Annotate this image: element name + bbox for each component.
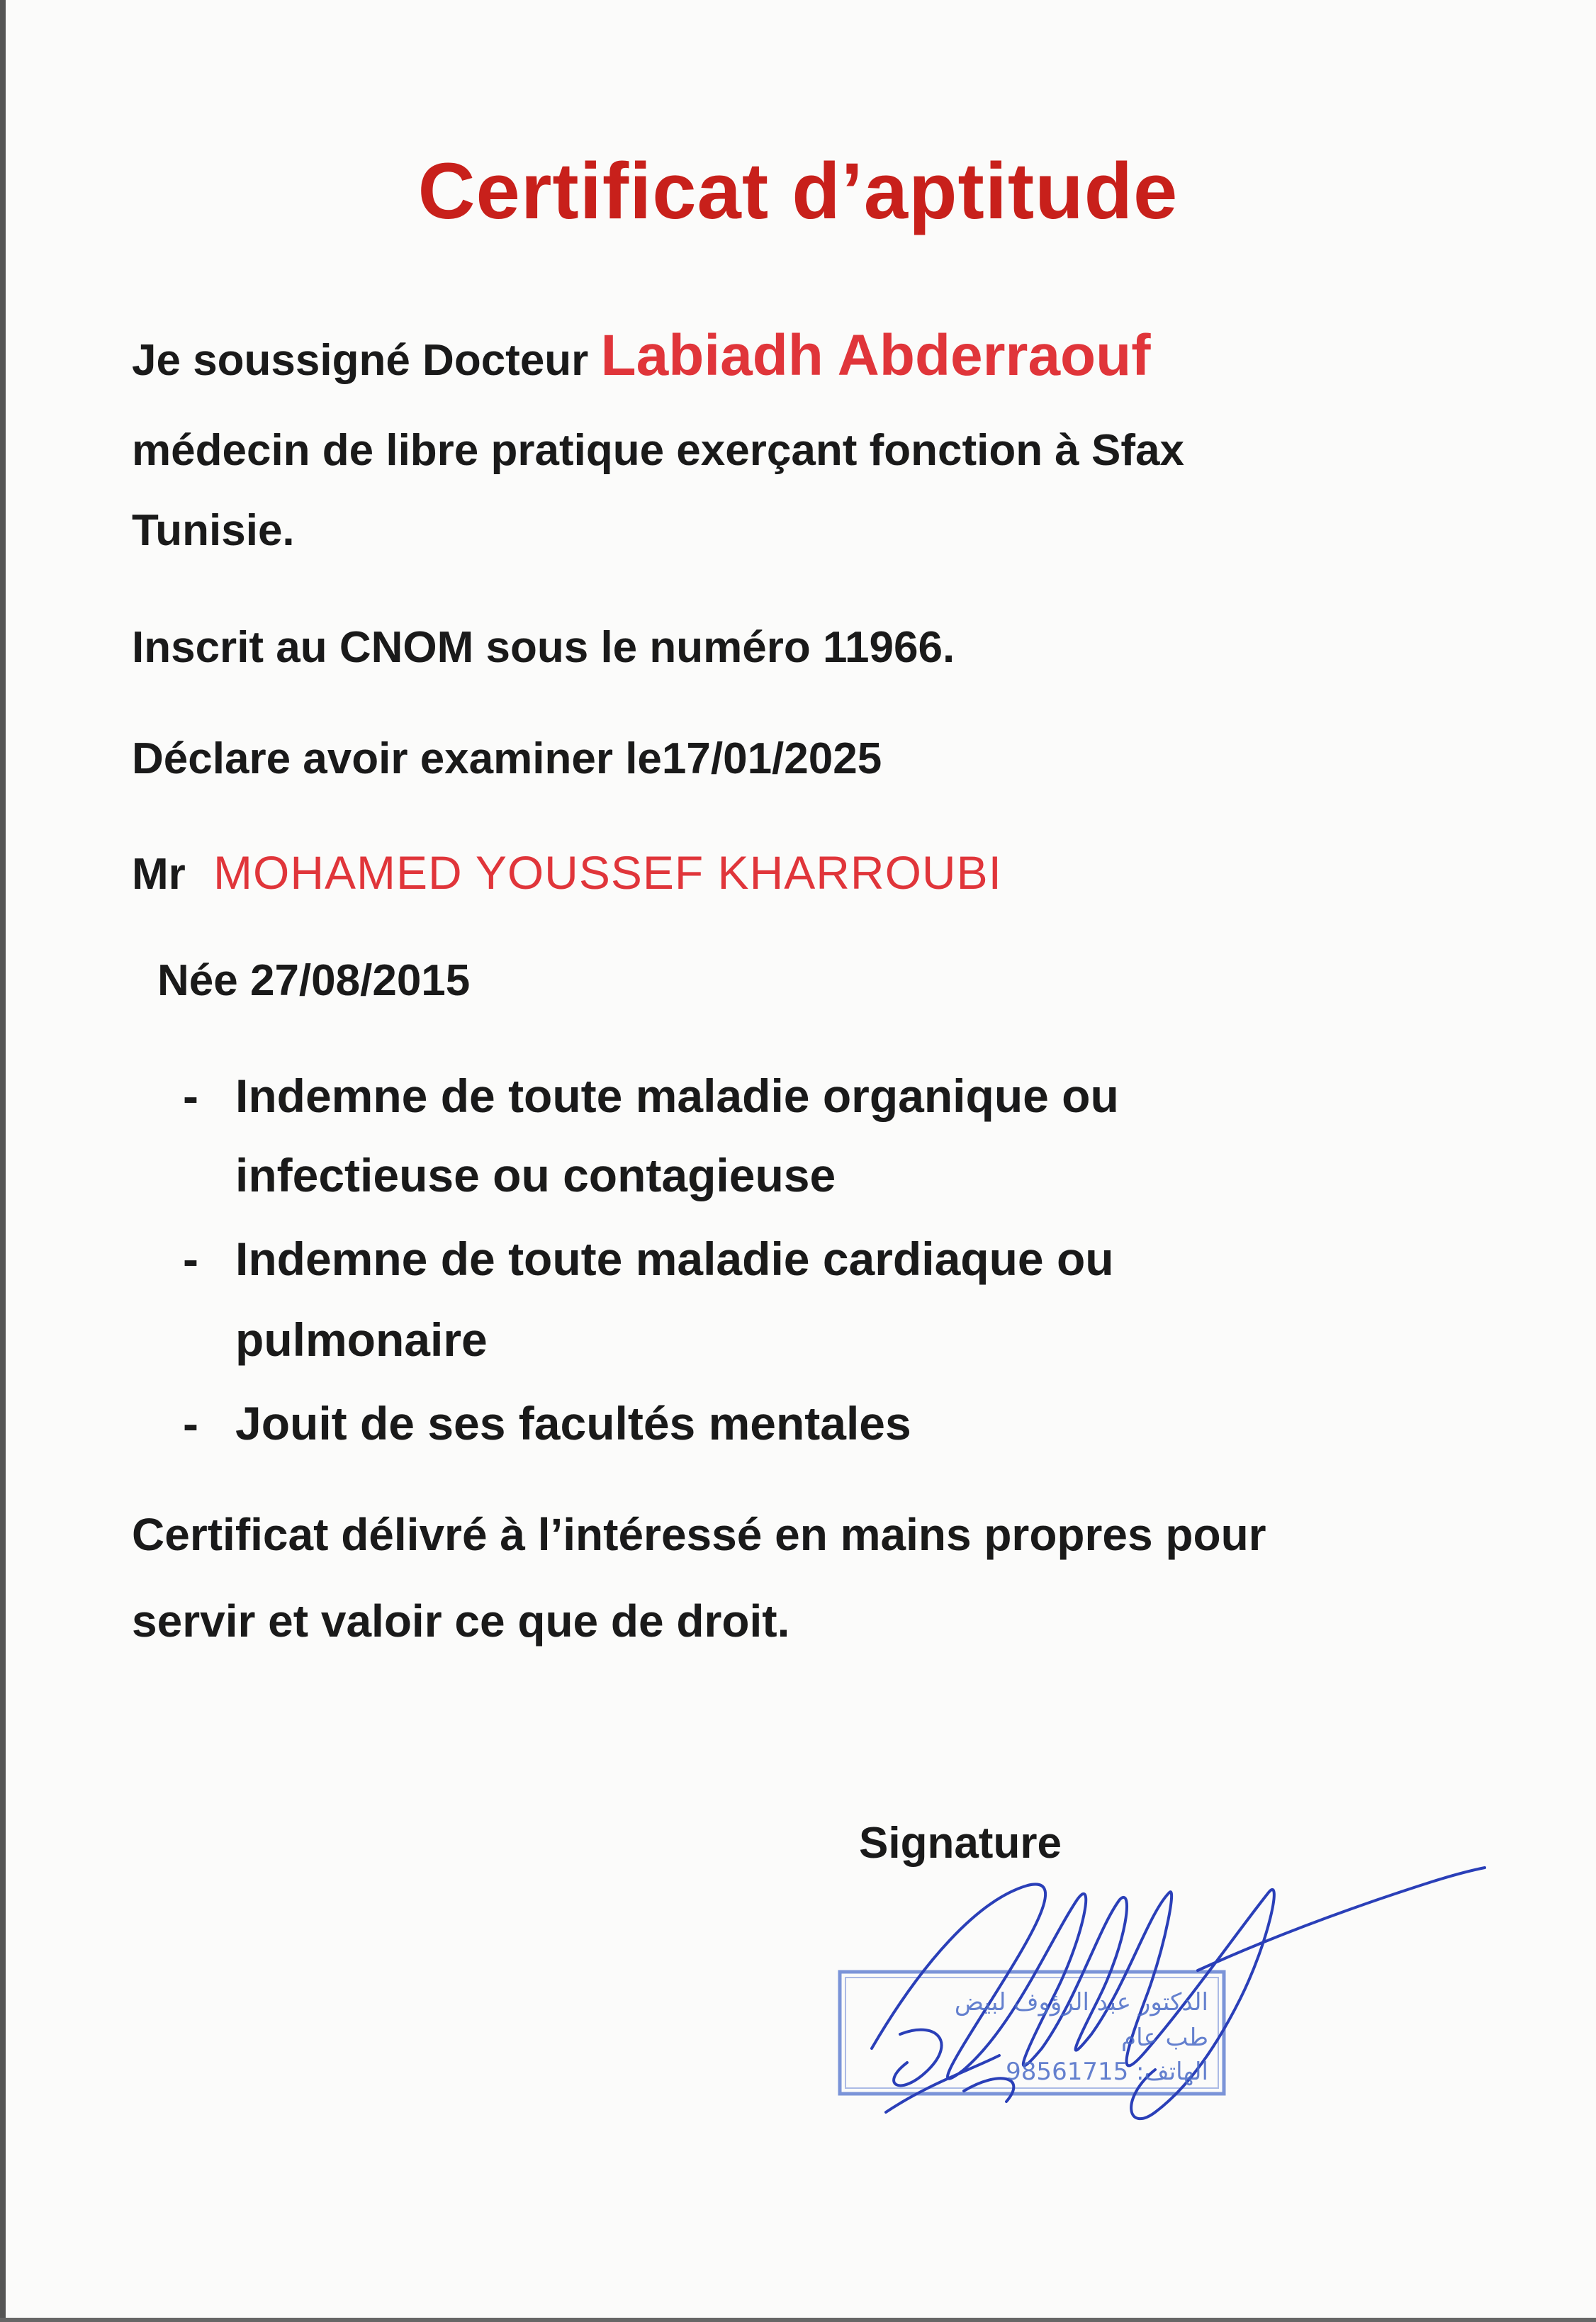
practice-line-1: médecin de libre pratique exerçant fonction à Sfax	[132, 426, 1184, 475]
scan-border-bottom	[0, 2318, 1596, 2322]
finding-1-line-1: Indemne de toute maladie organique ou	[235, 1070, 1119, 1122]
patient-name: MOHAMED YOUSSEF KHARROUBI	[213, 846, 1002, 899]
patient-prefix: Mr	[132, 850, 186, 899]
patient-line	[132, 846, 1002, 899]
birth-line: Née 27/08/2015	[157, 956, 471, 1005]
stamp-line-2: طب عام	[1121, 2024, 1208, 2052]
finding-2-line-2: pulmonaire	[235, 1313, 488, 1366]
finding-1-line-2: infectieuse ou contagieuse	[235, 1149, 836, 1201]
doctor-intro-line	[132, 322, 1151, 389]
cnom-line: Inscrit au CNOM sous le numéro 11966.	[132, 623, 955, 672]
practice-line-2: Tunisie.	[132, 506, 295, 555]
closing-line-1: Certificat délivré à l’intéressé en mains propres pour	[132, 1509, 1266, 1560]
finding-dash: -	[183, 1070, 198, 1122]
signature-label: Signature	[859, 1819, 1062, 1868]
scan-border-left	[0, 0, 6, 2322]
declaration-line: Déclare avoir examiner le17/01/2025	[132, 734, 882, 783]
finding-dash: -	[183, 1233, 198, 1285]
doctor-intro: Je soussigné Docteur	[132, 336, 589, 385]
finding-2-line-1: Indemne de toute maladie cardiaque ou	[235, 1233, 1114, 1285]
closing-line-2: servir et valoir ce que de droit.	[132, 1595, 790, 1647]
doctor-name: Labiadh Abderraouf	[600, 323, 1151, 388]
finding-dash: -	[183, 1397, 198, 1449]
document-title: Certificat d’aptitude	[417, 147, 1179, 235]
stamp-and-signature	[815, 1857, 1488, 2183]
stamp-line-1: الدكتور عبد الرؤوف لبيض	[954, 1988, 1208, 2017]
finding-3-line-1: Jouit de ses facultés mentales	[235, 1397, 911, 1449]
stamp-line-3: الهاتف: 98561715	[1006, 2058, 1208, 2086]
